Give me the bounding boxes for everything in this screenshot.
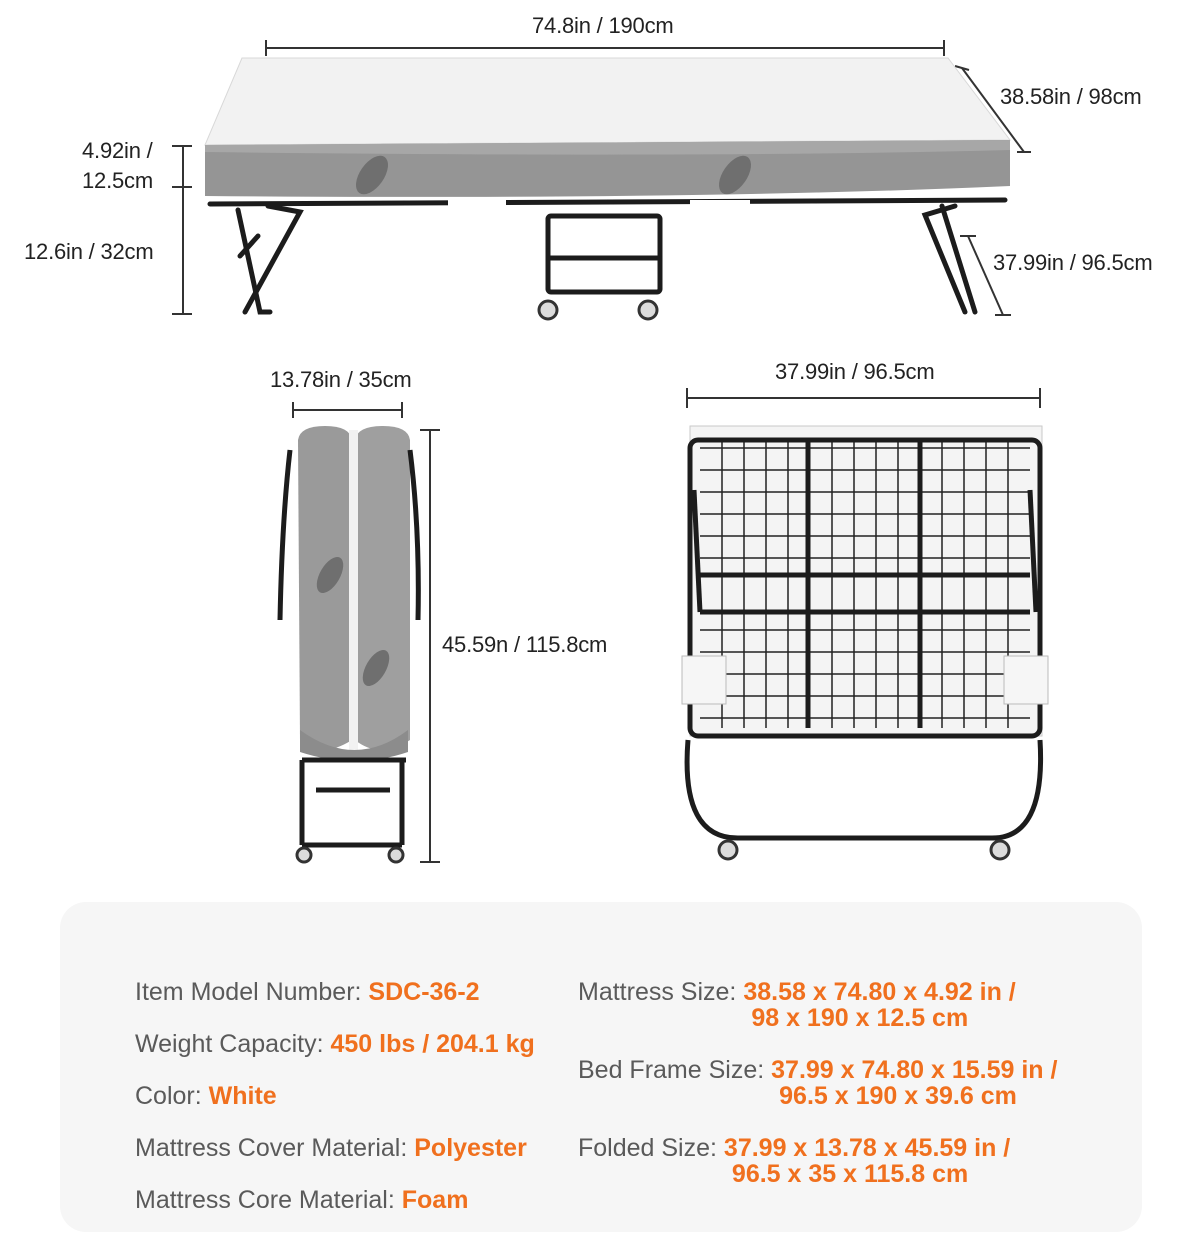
- spec-value: Foam: [401, 1186, 469, 1214]
- spec-key: Color:: [135, 1082, 202, 1110]
- spec-value-line-1: 38.58 x 74.80 x 4.92 in /: [743, 978, 1016, 1006]
- folded-width-label: 37.99in / 96.5cm: [775, 359, 935, 384]
- folded-height-label: 45.59n / 115.8cm: [442, 632, 608, 657]
- spec-row-cover-material: [135, 1135, 535, 1161]
- spec-key: Bed Frame Size:: [578, 1056, 765, 1084]
- spec-row-frame-size: [578, 1057, 1057, 1109]
- length-label: 74.8in / 190cm: [532, 13, 674, 38]
- spec-row-weight: [135, 1031, 535, 1057]
- spec-key: Mattress Cover Material:: [135, 1134, 408, 1162]
- spec-value-line-1: 37.99 x 13.78 x 45.59 in /: [723, 1134, 1011, 1162]
- spec-value-line-2: 98 x 190 x 12.5 cm: [751, 1004, 969, 1032]
- mattress-thickness-label-1: 4.92in /: [82, 138, 153, 163]
- spec-value-line-2: 96.5 x 190 x 39.6 cm: [779, 1082, 1017, 1110]
- spec-value-line-2: 96.5 x 35 x 115.8 cm: [731, 1160, 969, 1188]
- frame-height-label: 12.6in / 32cm: [24, 239, 154, 264]
- spec-key: Mattress Size:: [578, 978, 737, 1006]
- spec-key: Weight Capacity:: [135, 1030, 324, 1058]
- spec-row-mattress-size: [578, 979, 1057, 1031]
- folded-depth-label: 13.78in / 35cm: [270, 367, 412, 392]
- open-bed-view: [172, 40, 1031, 319]
- frame-width-label: 37.99in / 96.5cm: [993, 250, 1153, 275]
- spec-value: Polyester: [414, 1134, 527, 1162]
- spec-row-folded-size: [578, 1135, 1057, 1187]
- spec-list-left: [135, 979, 535, 1239]
- spec-key: Item Model Number:: [135, 978, 362, 1006]
- spec-value: SDC-36-2: [368, 978, 480, 1006]
- spec-key: Mattress Core Material:: [135, 1186, 395, 1214]
- mattress-thickness-label-2: 12.5cm: [82, 168, 153, 193]
- spec-value: White: [208, 1082, 277, 1110]
- folded-front-view: [682, 388, 1048, 859]
- spec-value: [771, 1057, 1057, 1109]
- spec-row-model: [135, 979, 535, 1005]
- spec-card: [60, 902, 1142, 1232]
- spec-value-line-1: 37.99 x 74.80 x 15.59 in /: [771, 1056, 1058, 1084]
- spec-row-core-material: [135, 1187, 535, 1213]
- spec-value: 450 lbs / 204.1 kg: [330, 1030, 535, 1058]
- spec-key: Folded Size:: [578, 1134, 717, 1162]
- spec-row-color: [135, 1083, 535, 1109]
- spec-list-right: [578, 979, 1057, 1213]
- folded-side-view: [280, 402, 440, 862]
- width-label: 38.58in / 98cm: [1000, 84, 1142, 109]
- spec-value: [724, 1135, 1010, 1187]
- spec-value: [743, 979, 1015, 1031]
